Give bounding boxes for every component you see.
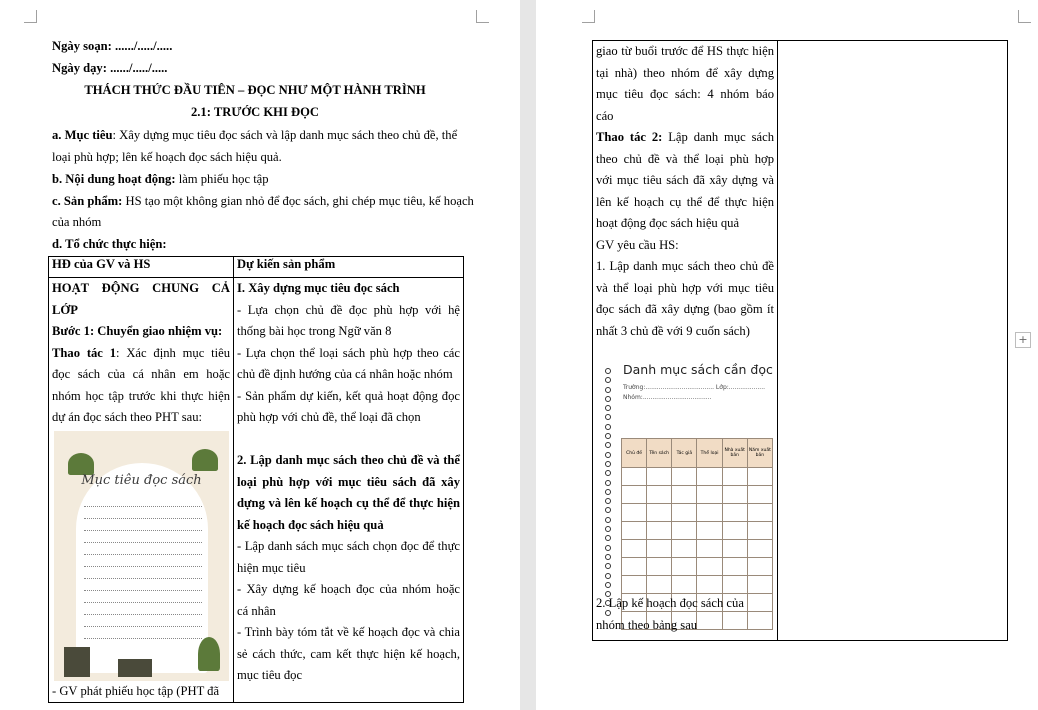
text-line: I. Xây dựng mục tiêu đọc sách bbox=[237, 281, 400, 295]
catalog-cell bbox=[647, 486, 672, 504]
text-line: đọc sách của cá nhân em hoặc bbox=[52, 367, 230, 381]
document-page-right bbox=[536, 0, 1038, 710]
catalog-column-header: Tên sách bbox=[647, 439, 672, 468]
spiral-binding-icon bbox=[605, 368, 611, 618]
organization-label: d. Tổ chức thực hiện: bbox=[52, 237, 167, 251]
products-cell bbox=[234, 278, 464, 703]
spiral-ring bbox=[605, 424, 611, 430]
catalog-cell bbox=[722, 504, 747, 522]
catalog-cell bbox=[747, 522, 772, 540]
date-prepared: Ngày soạn: ....../...../..... bbox=[52, 39, 173, 53]
catalog-cell bbox=[747, 558, 772, 576]
hanging-plant-icon bbox=[68, 453, 94, 475]
catalog-column-header: Năm xuất bản bbox=[747, 439, 772, 468]
spiral-ring bbox=[605, 461, 611, 467]
worksheet-lines bbox=[84, 499, 202, 643]
catalog-column-header: Tác giả bbox=[672, 439, 697, 468]
catalog-cell bbox=[747, 540, 772, 558]
add-button[interactable]: + bbox=[1015, 332, 1031, 348]
spiral-ring bbox=[605, 480, 611, 486]
goal-line-2: loại phù hợp; lên kế hoạch đọc sách hiệu quả. bbox=[52, 150, 282, 164]
step-label: Thao tác 2: bbox=[596, 130, 663, 144]
book-stack-icon bbox=[64, 647, 90, 677]
catalog-cell bbox=[697, 522, 722, 540]
crop-mark-top-left bbox=[24, 10, 37, 23]
catalog-column-header: Chủ đề bbox=[622, 439, 647, 468]
product-line-1 bbox=[52, 191, 474, 212]
text-line: đọc sách đã xây dựng (bao gồm ít bbox=[596, 302, 774, 316]
text-line: dựng và lên kế hoạch cụ thể để thực hiện bbox=[237, 496, 460, 510]
lesson-title: THÁCH THỨC ĐẦU TIÊN – ĐỌC NHƯ MỘT HÀNH TRÌNH bbox=[84, 83, 426, 97]
spiral-ring bbox=[605, 573, 611, 579]
text-line: - Sản phẩm dự kiến, kết quả hoạt động đọc bbox=[237, 388, 460, 403]
step-label: Thao tác 1 bbox=[52, 345, 117, 360]
activity-table bbox=[48, 256, 464, 703]
text-line: và thể loại phù hợp với mục tiêu bbox=[596, 280, 774, 295]
text-line: mục tiêu đọc sách: 4 nhóm báo bbox=[596, 87, 774, 101]
plan-step-line: nhóm theo bảng sau bbox=[596, 617, 698, 632]
product-label: c. Sản phẩm: bbox=[52, 194, 123, 208]
text-line: hiện mục tiêu bbox=[237, 560, 306, 575]
catalog-cell bbox=[697, 576, 722, 594]
catalog-column-header: Nhà xuất bản bbox=[722, 439, 747, 468]
catalog-cell bbox=[697, 540, 722, 558]
content-label: b. Nội dung hoạt động: bbox=[52, 172, 176, 186]
activities-cell bbox=[49, 278, 234, 703]
text-line: hoạt động đọc sách hiệu quả bbox=[596, 216, 740, 230]
catalog-cell bbox=[647, 540, 672, 558]
spiral-ring bbox=[605, 507, 611, 513]
text-line: LỚP bbox=[52, 302, 78, 317]
text-line: thống bài học trong Ngữ văn 8 bbox=[237, 324, 392, 338]
goal-line-1 bbox=[52, 125, 457, 146]
text-line: - Xây dựng kế hoạch đọc của nhóm hoặc bbox=[237, 582, 460, 596]
text-line bbox=[237, 429, 460, 451]
text-line: chủ đề định hướng của cá nhân hoặc nhóm bbox=[237, 367, 453, 381]
text-line: GV yêu cầu HS: bbox=[596, 237, 679, 252]
catalog-cell bbox=[647, 468, 672, 486]
spiral-ring bbox=[605, 387, 611, 393]
text-line: giao từ buổi trước để HS thực hiện bbox=[596, 44, 774, 58]
crop-mark-top-right bbox=[1018, 10, 1031, 23]
table-row bbox=[622, 504, 773, 522]
spiral-ring bbox=[605, 554, 611, 560]
catalog-cell bbox=[622, 504, 647, 522]
spiral-ring bbox=[605, 545, 611, 551]
spiral-ring bbox=[605, 377, 611, 383]
catalog-cell bbox=[722, 486, 747, 504]
catalog-cell bbox=[697, 468, 722, 486]
spiral-ring bbox=[605, 470, 611, 476]
spiral-ring bbox=[605, 535, 611, 541]
catalog-cell bbox=[622, 468, 647, 486]
goal-label: a. Mục tiêu bbox=[52, 128, 113, 142]
text-line: Thao tác 1: Xác định mục tiêu bbox=[52, 345, 231, 360]
goal-text: : Xây dựng mục tiêu đọc sách và lập danh mục sách theo chủ đề, thể bbox=[112, 128, 458, 142]
catalog-cell bbox=[672, 540, 697, 558]
col-header-activities: HĐ của GV và HS bbox=[49, 257, 234, 278]
text-line: - Lập danh sách mục sách chọn đọc để thực bbox=[237, 539, 460, 553]
crop-mark-top-left bbox=[582, 10, 595, 23]
text-line: lên kế hoạch cụ thể để thực hiện bbox=[596, 194, 774, 209]
catalog-cell bbox=[722, 468, 747, 486]
catalog-cell bbox=[697, 486, 722, 504]
catalog-cell bbox=[672, 504, 697, 522]
spiral-ring bbox=[605, 526, 611, 532]
catalog-cell bbox=[747, 594, 772, 612]
worksheet-title: Mục tiêu đọc sách bbox=[81, 472, 202, 488]
catalog-cell bbox=[647, 576, 672, 594]
catalog-cell bbox=[747, 504, 772, 522]
text-line: - Lựa chọn thể loại sách phù hợp theo các bbox=[237, 345, 460, 360]
text-line: - Trình bày tóm tắt về kế hoạch đọc và chia bbox=[237, 625, 460, 639]
spiral-ring bbox=[605, 368, 611, 374]
spiral-ring bbox=[605, 489, 611, 495]
text-line: sẻ cách thức, cam kết thực hiện kế hoạch, bbox=[237, 646, 460, 661]
spiral-ring bbox=[605, 433, 611, 439]
lesson-subtitle: 2.1: TRƯỚC KHI ĐỌC bbox=[190, 105, 320, 119]
plan-step-text bbox=[596, 593, 744, 636]
text-line: cáo bbox=[596, 108, 614, 123]
activities-last-line: - GV phát phiếu học tập (PHT đã bbox=[52, 683, 220, 698]
catalog-column-header: Thể loại bbox=[697, 439, 722, 468]
spiral-ring bbox=[605, 517, 611, 523]
text-line: cá nhân bbox=[237, 603, 276, 618]
book-catalog-image bbox=[597, 348, 775, 630]
catalog-cell bbox=[647, 558, 672, 576]
text-line: loại phù hợp với mục tiêu sách đã xây bbox=[237, 474, 460, 489]
catalog-cell bbox=[747, 576, 772, 594]
potted-plant-icon bbox=[198, 637, 220, 671]
activities-text bbox=[52, 278, 230, 429]
catalog-cell bbox=[722, 522, 747, 540]
text-line: Bước 1: Chuyển giao nhiệm vụ: bbox=[52, 324, 223, 338]
text-line: mục tiêu đọc bbox=[237, 668, 303, 682]
catalog-field-group: Nhóm:.................................... bbox=[623, 394, 712, 401]
catalog-cell bbox=[747, 612, 772, 630]
catalog-cell bbox=[672, 486, 697, 504]
table-row bbox=[622, 558, 773, 576]
product-text: HS tạo một không gian nhỏ để đọc sách, ghi chép mục tiêu, kế hoạch bbox=[122, 194, 474, 208]
spiral-ring bbox=[605, 452, 611, 458]
spiral-ring bbox=[605, 563, 611, 569]
catalog-cell bbox=[622, 576, 647, 594]
text-line: HOẠT ĐỘNG CHUNG CẢ bbox=[52, 281, 230, 295]
catalog-cell bbox=[722, 540, 747, 558]
catalog-cell bbox=[622, 540, 647, 558]
text-line: nhất 3 chủ đề với 9 cuốn sách) bbox=[596, 323, 750, 338]
activities-text bbox=[596, 41, 774, 342]
table-row bbox=[622, 576, 773, 594]
text-line: kế hoạch đọc sách hiệu quả bbox=[237, 517, 384, 532]
catalog-cell bbox=[672, 468, 697, 486]
spiral-ring bbox=[605, 414, 611, 420]
table-row bbox=[622, 468, 773, 486]
content-line bbox=[52, 169, 269, 190]
activity-table-continued bbox=[592, 40, 1008, 641]
text-line: tại nhà) theo nhóm để xây dựng bbox=[596, 65, 774, 80]
catalog-cell bbox=[747, 468, 772, 486]
catalog-cell bbox=[622, 486, 647, 504]
spiral-ring bbox=[605, 405, 611, 411]
spiral-ring bbox=[605, 582, 611, 588]
catalog-cell bbox=[722, 576, 747, 594]
catalog-cell bbox=[697, 558, 722, 576]
book-stack-icon bbox=[118, 659, 152, 677]
products-cell bbox=[778, 41, 1008, 641]
spiral-ring bbox=[605, 396, 611, 402]
worksheet-image bbox=[54, 431, 229, 681]
catalog-cell bbox=[722, 558, 747, 576]
date-taught: Ngày dạy: ....../...../..... bbox=[52, 61, 168, 75]
spiral-ring bbox=[605, 442, 611, 448]
catalog-title: Danh mục sách cần đọc bbox=[623, 362, 773, 377]
hanging-plant-icon bbox=[192, 449, 218, 471]
plan-step-line: 2. Lập kế hoạch đọc sách của bbox=[596, 596, 744, 610]
text-line: - Lựa chọn chủ đề đọc phù hợp với hệ bbox=[237, 302, 460, 317]
crop-mark-top-right bbox=[476, 10, 489, 23]
text-line: 1. Lập danh mục sách theo chủ đề bbox=[596, 259, 774, 273]
table-row bbox=[622, 486, 773, 504]
text-line: 2. Lập danh mục sách theo chủ đề và thể bbox=[237, 453, 460, 467]
text-line: Thao tác 2: Lập danh mục sách bbox=[596, 130, 774, 144]
catalog-cell bbox=[622, 522, 647, 540]
catalog-cell bbox=[697, 504, 722, 522]
activities-cell bbox=[593, 41, 778, 641]
text-line: nhóm học tập trước khi thực hiện bbox=[52, 388, 230, 403]
catalog-cell bbox=[672, 558, 697, 576]
catalog-cell bbox=[622, 558, 647, 576]
catalog-cell bbox=[647, 522, 672, 540]
table-row bbox=[622, 522, 773, 540]
catalog-cell bbox=[647, 504, 672, 522]
catalog-cell bbox=[747, 486, 772, 504]
table-row bbox=[622, 540, 773, 558]
catalog-cell bbox=[672, 522, 697, 540]
text-line: theo chủ đề và thể loại phù hợp bbox=[596, 151, 774, 166]
catalog-cell bbox=[672, 576, 697, 594]
spiral-ring bbox=[605, 498, 611, 504]
catalog-field-school: Trường:.................................... Lớp:................... bbox=[623, 384, 766, 391]
col-header-products: Dự kiến sản phẩm bbox=[234, 257, 464, 278]
text-line: dự án đọc sách theo PHT sau: bbox=[52, 410, 202, 424]
content-text: làm phiếu học tập bbox=[175, 172, 269, 186]
text-line: với mục tiêu sách đã xây dựng và bbox=[596, 173, 774, 187]
products-text bbox=[237, 278, 460, 687]
product-line-2: của nhóm bbox=[52, 215, 102, 229]
text-line: phù hợp với chủ đề, thể loại đã chọn bbox=[237, 410, 421, 424]
